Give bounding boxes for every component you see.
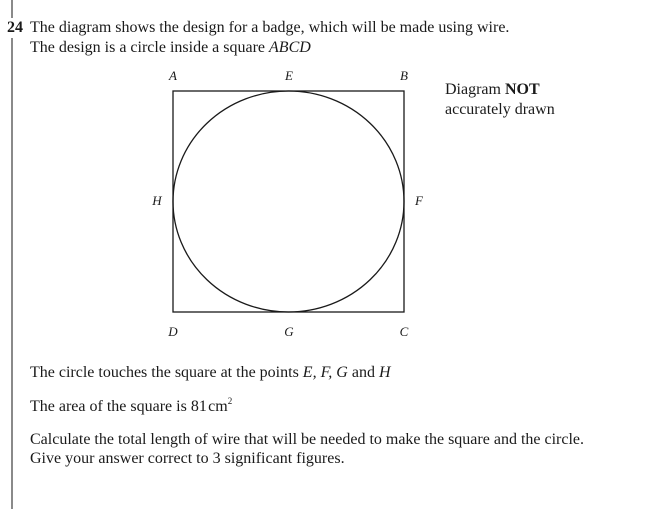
diagram-note-line2: accurately drawn <box>445 101 555 118</box>
inscribed-circle <box>173 91 404 312</box>
touch-statement <box>30 363 391 383</box>
label-g: G <box>284 324 294 339</box>
touch-last: H <box>378 364 391 381</box>
instruction-line2: Give your answer correct to 3 significant figures. <box>30 450 345 467</box>
area-power: 2 <box>227 395 233 406</box>
label-e: E <box>285 68 293 83</box>
touch-points: E, F, G <box>302 364 348 381</box>
label-a: A <box>169 68 177 83</box>
label-c: C <box>399 324 409 339</box>
diagram-note-line1 <box>445 80 555 100</box>
instruction-line1: Calculate the total length of wire that will be needed to make the square and the circle. <box>30 431 585 448</box>
square-abcd <box>173 91 404 312</box>
label-f: F <box>415 193 423 208</box>
touch-and: and <box>347 364 379 381</box>
square-name: ABCD <box>269 39 311 56</box>
note-bold: NOT <box>504 81 540 98</box>
label-h: H <box>152 193 162 208</box>
intro-text-2: The design is a circle inside a square <box>30 39 270 56</box>
question-number: 24 <box>7 19 23 36</box>
label-b: B <box>400 68 408 83</box>
area-unit: cm <box>208 398 228 415</box>
area-prefix: The area of the square is 81 <box>30 398 207 415</box>
diagram-note <box>445 80 555 120</box>
area-statement <box>30 397 232 417</box>
touch-prefix: The circle touches the square at the points <box>30 364 303 381</box>
note-prefix: Diagram <box>445 81 505 98</box>
intro-text-1: The diagram shows the design for a badge, which will be made using wire. <box>30 19 510 36</box>
label-d: D <box>168 324 178 339</box>
